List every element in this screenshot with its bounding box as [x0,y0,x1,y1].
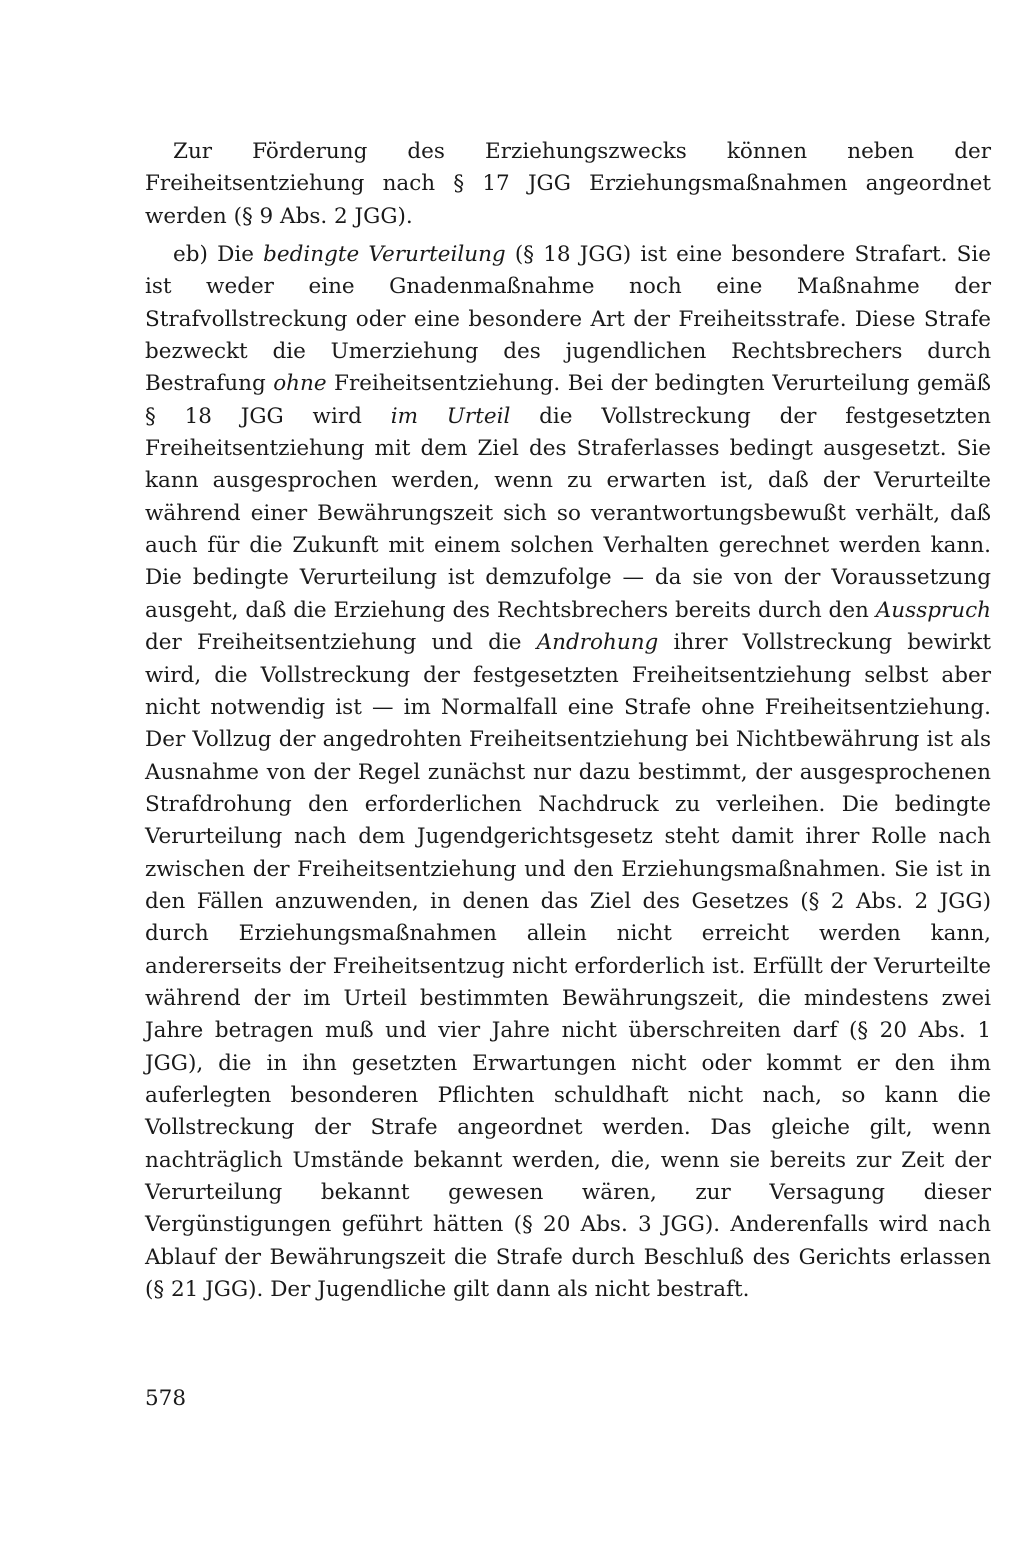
paragraph: Zur Förderung des Erziehungszwecks können neben der Freiheitsentziehung nach § 17 JGG Erziehungsmaßnahmen angeordnet werden (§ 9 Abs. 2 JGG). [145,139,991,229]
paragraph-text: ihrer Vollstreckung bewirkt wird, die Vollstreckung der festgesetzten Freiheitsentziehung selbst aber nicht notwendig ist — im Normalfall eine Strafe ohne Freiheitsentziehung. Der Vollzug der angedrohten Freiheitsentziehung bei Nichtbewährung ist als Ausnahme von der Regel zunächst nur dazu bestimmt, der ausgesprochenen Strafdrohung den erforderlichen Nachdruck zu verleihen. Die bedingte Verurteilung nach dem Jugendgerichtsgesetz steht damit ihrer Rolle nach zwischen der Freiheitsentziehung und den Erziehungsmaßnahmen. Sie ist in den Fällen anzuwenden, in denen das Ziel des Gesetzes (§ 2 Abs. 2 JGG) durch Erziehungsmaßnahmen allein nicht erreicht werden kann, andererseits der Freiheitsentzug nicht erforderlich ist. Erfüllt der Verurteilte während der im Urteil bestimmten Bewährungszeit, die mindestens zwei Jahre betragen muß und vier Jahre nicht überschreiten darf (§ 20 Abs. 1 JGG), die in ihn gesetzten Erwartungen nicht oder kommt er den ihm auferlegten besonderen Pflichten schuldhaft nicht nach, so kann die Vollstreckung der Strafe angeordnet werden. Das gleiche gilt, wenn nachträglich Umstände bekannt werden, die, wenn sie bereits zur Zeit der Verurteilung bekannt gewesen wären, zur Versagung dieser Vergünstigungen geführt hätten (§ 20 Abs. 3 JGG). Anderenfalls wird nach Ablauf der Bewährungszeit die Strafe durch Beschluß des Gerichts erlassen (§ 21 JGG). Der Jugendliche gilt dann als nicht bestraft. [145,630,991,1303]
emphasis-term: im Urteil [390,403,511,429]
emphasis-term: ohne [273,371,327,397]
paragraph-text: Freiheitsentziehung. Bei der bedingten Verurteilung gemäß § 18 JGG wird [145,371,991,429]
paragraph-lead: eb) Die [173,242,264,268]
paragraph-text: die Vollstreckung der festgesetzten Freiheitsentziehung mit dem Ziel des Straferlasses bedingt ausgesetzt. Sie kann ausgesprochen werden, wenn zu erwarten ist, daß der Verurteilte während einer Bewährungszeit sich so verantwortungsbewußt verhält, daß auch für die Zukunft mit einem solchen Verhalten gerechnet werden kann. Die bedingte Verurteilung ist demzufolge — da sie von der Voraussetzung ausgeht, daß die Erziehung des Rechtsbrechers bereits durch den [145,403,991,623]
body-text [145,136,991,1306]
paragraph [145,239,991,1306]
emphasis-term: Ausspruch [875,597,991,623]
emphasis-term: Androhung [536,630,659,656]
page-number: 578 [145,1386,187,1411]
emphasis-term: bedingte Verurteilung [263,242,506,268]
paragraph-text: der Freiheitsentziehung und die [145,630,537,656]
paragraph-text: (§ 18 JGG) ist eine besondere Strafart. Sie ist weder eine Gnadenmaßnahme noch eine Maßnahme der Strafvollstreckung oder eine besondere Art der Freiheitsstrafe. Diese Strafe bezweckt die Umerziehung des jugendlichen Rechtsbrechers durch Bestrafung [145,242,991,397]
